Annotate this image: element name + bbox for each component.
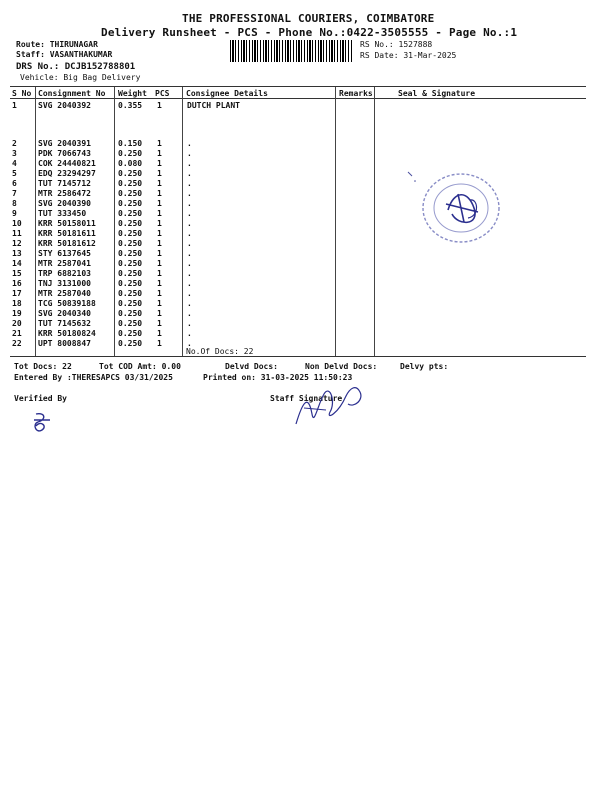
row-pcs: 1	[157, 149, 162, 158]
staff-label: Staff: VASANTHAKUMAR	[16, 50, 113, 59]
row-weight: 0.250	[118, 179, 143, 188]
staff-signature-label: Staff Signature	[270, 394, 343, 403]
row-details: .	[187, 189, 192, 198]
row-details: .	[187, 179, 192, 188]
row-consignment: TUT 7145632	[38, 319, 91, 328]
row-details: .	[187, 259, 192, 268]
row-pcs: 1	[157, 229, 162, 238]
row-weight: 0.250	[118, 189, 143, 198]
col-header-consignment: Consignment No	[38, 89, 106, 98]
row-consignment: SVG 2040391	[38, 139, 91, 148]
row-weight: 0.250	[118, 299, 143, 308]
row-pcs: 1	[157, 299, 162, 308]
row-sno: 5	[12, 169, 17, 178]
row-weight: 0.250	[118, 249, 143, 258]
rs-number: RS No.: 1527888	[360, 40, 433, 49]
vehicle-label: Vehicle: Big Bag Delivery	[20, 73, 141, 82]
row-weight: 0.080	[118, 159, 143, 168]
row-weight: 0.250	[118, 209, 143, 218]
entered-by: Entered By :THERESAPCS 03/31/2025	[14, 373, 173, 382]
row-pcs: 1	[157, 319, 162, 328]
row-pcs: 1	[157, 179, 162, 188]
row-consignment: KRR 50158011	[38, 219, 96, 228]
row-pcs: 1	[157, 219, 162, 228]
row-details: .	[187, 269, 192, 278]
row-details: .	[187, 329, 192, 338]
row-sno: 4	[12, 159, 17, 168]
row-details: .	[187, 229, 192, 238]
row-weight: 0.250	[118, 239, 143, 248]
row-consignment: TRP 6882103	[38, 269, 91, 278]
row-sno: 19	[12, 309, 22, 318]
col-rule	[35, 87, 36, 356]
col-rule	[114, 87, 115, 356]
row-consignment: TUT 7145712	[38, 179, 91, 188]
row-details: .	[187, 149, 192, 158]
row-consignment: TNJ 3131000	[38, 279, 91, 288]
row-consignment: STY 6137645	[38, 249, 91, 258]
col-header-pcs: PCS	[155, 89, 170, 98]
row-consignment: SVG 2040392	[38, 101, 91, 110]
row-sno: 20	[12, 319, 22, 328]
route-label: Route: THIRUNAGAR	[16, 40, 98, 49]
row-sno: 16	[12, 279, 22, 288]
row-pcs: 1	[157, 209, 162, 218]
row-consignment: MTR 2587041	[38, 259, 91, 268]
row-weight: 0.250	[118, 229, 143, 238]
col-header-details: Consignee Details	[186, 89, 268, 98]
row-pcs: 1	[157, 309, 162, 318]
staff-signature-icon	[290, 374, 372, 432]
row-consignment: UPT 8008847	[38, 339, 91, 348]
row-weight: 0.250	[118, 339, 143, 348]
row-consignment: KRR 50180824	[38, 329, 96, 338]
delivery-points: Delvy pts:	[400, 362, 449, 371]
row-consignment: TCG 50839188	[38, 299, 96, 308]
row-sno: 13	[12, 249, 22, 258]
col-header-seal: Seal & Signature	[398, 89, 476, 98]
row-sno: 15	[12, 269, 22, 278]
row-details: .	[187, 299, 192, 308]
table-top-rule	[10, 86, 586, 87]
row-details: .	[187, 169, 192, 178]
row-sno: 11	[12, 229, 22, 238]
row-pcs: 1	[157, 199, 162, 208]
row-details: .	[187, 319, 192, 328]
col-header-sno: S No	[12, 89, 32, 98]
table-bottom-rule	[10, 356, 586, 357]
non-delivered-docs: Non Delvd Docs:	[305, 362, 378, 371]
row-sno: 9	[12, 209, 17, 218]
row-weight: 0.355	[118, 101, 143, 110]
row-pcs: 1	[157, 239, 162, 248]
row-details: .	[187, 239, 192, 248]
row-sno: 14	[12, 259, 22, 268]
row-consignment: KRR 50181612	[38, 239, 96, 248]
row-sno: 7	[12, 189, 17, 198]
row-sno: 12	[12, 239, 22, 248]
delivered-docs: Delvd Docs:	[225, 362, 278, 371]
total-cod-amount: Tot COD Amt: 0.00	[99, 362, 181, 371]
row-details: .	[187, 219, 192, 228]
row-details: .	[187, 139, 192, 148]
row-consignment: MTR 2587040	[38, 289, 91, 298]
row-weight: 0.250	[118, 329, 143, 338]
row-consignment: SVG 2040390	[38, 199, 91, 208]
row-consignment: PDK 7066743	[38, 149, 91, 158]
row-sno: 1	[12, 101, 17, 110]
col-header-weight: Weight	[118, 89, 147, 98]
barcode	[230, 40, 352, 62]
row-pcs: 1	[157, 249, 162, 258]
col-header-remarks: Remarks	[339, 89, 373, 98]
row-details: .	[187, 309, 192, 318]
verified-by-label: Verified By	[14, 394, 67, 403]
row-consignment: TUT 333450	[38, 209, 87, 218]
row-weight: 0.150	[118, 139, 143, 148]
row-pcs: 1	[157, 101, 162, 110]
company-stamp-icon	[418, 170, 504, 246]
row-consignment: EDQ 23294297	[38, 169, 96, 178]
row-pcs: 1	[157, 159, 162, 168]
company-title: THE PROFESSIONAL COURIERS, COIMBATORE	[182, 12, 435, 25]
row-details: .	[187, 209, 192, 218]
row-pcs: 1	[157, 289, 162, 298]
row-weight: 0.250	[118, 269, 143, 278]
row-details: DUTCH PLANT	[187, 101, 240, 110]
row-sno: 18	[12, 299, 22, 308]
row-pcs: 1	[157, 269, 162, 278]
row-weight: 0.250	[118, 279, 143, 288]
col-rule	[335, 87, 336, 356]
table-header-rule	[10, 98, 586, 99]
row-details: .	[187, 159, 192, 168]
row-sno: 8	[12, 199, 17, 208]
row-pcs: 1	[157, 139, 162, 148]
row-details: .	[187, 249, 192, 258]
no-of-docs: No.Of Docs: 22	[186, 347, 254, 356]
row-weight: 0.250	[118, 289, 143, 298]
pen-mark-icon	[406, 170, 418, 184]
row-sno: 3	[12, 149, 17, 158]
row-pcs: 1	[157, 169, 162, 178]
row-weight: 0.250	[118, 199, 143, 208]
total-docs: Tot Docs: 22	[14, 362, 72, 371]
row-pcs: 1	[157, 329, 162, 338]
row-consignment: MTR 2586472	[38, 189, 91, 198]
row-details: .	[187, 199, 192, 208]
row-pcs: 1	[157, 339, 162, 348]
row-weight: 0.250	[118, 149, 143, 158]
row-sno: 22	[12, 339, 22, 348]
row-weight: 0.250	[118, 259, 143, 268]
row-weight: 0.250	[118, 219, 143, 228]
rs-date: RS Date: 31-Mar-2025	[360, 51, 457, 60]
verifier-signature-icon	[30, 410, 54, 436]
row-pcs: 1	[157, 259, 162, 268]
row-consignment: SVG 2040340	[38, 309, 91, 318]
row-sno: 21	[12, 329, 22, 338]
row-details: .	[187, 339, 192, 348]
row-details: .	[187, 279, 192, 288]
printed-on: Printed on: 31-03-2025 11:50:23	[203, 373, 353, 382]
row-sno: 10	[12, 219, 22, 228]
col-rule	[374, 87, 375, 356]
row-weight: 0.250	[118, 319, 143, 328]
drs-number: DRS No.: DCJB152788801	[16, 62, 136, 72]
row-weight: 0.250	[118, 169, 143, 178]
row-consignment: COK 24440821	[38, 159, 96, 168]
row-sno: 2	[12, 139, 17, 148]
row-sno: 6	[12, 179, 17, 188]
col-rule	[182, 87, 183, 356]
row-details: .	[187, 289, 192, 298]
row-sno: 17	[12, 289, 22, 298]
row-pcs: 1	[157, 279, 162, 288]
runsheet-subtitle: Delivery Runsheet - PCS - Phone No.:0422-3505555 - Page No.:1	[101, 26, 518, 39]
row-consignment: KRR 50181611	[38, 229, 96, 238]
row-weight: 0.250	[118, 309, 143, 318]
row-pcs: 1	[157, 189, 162, 198]
